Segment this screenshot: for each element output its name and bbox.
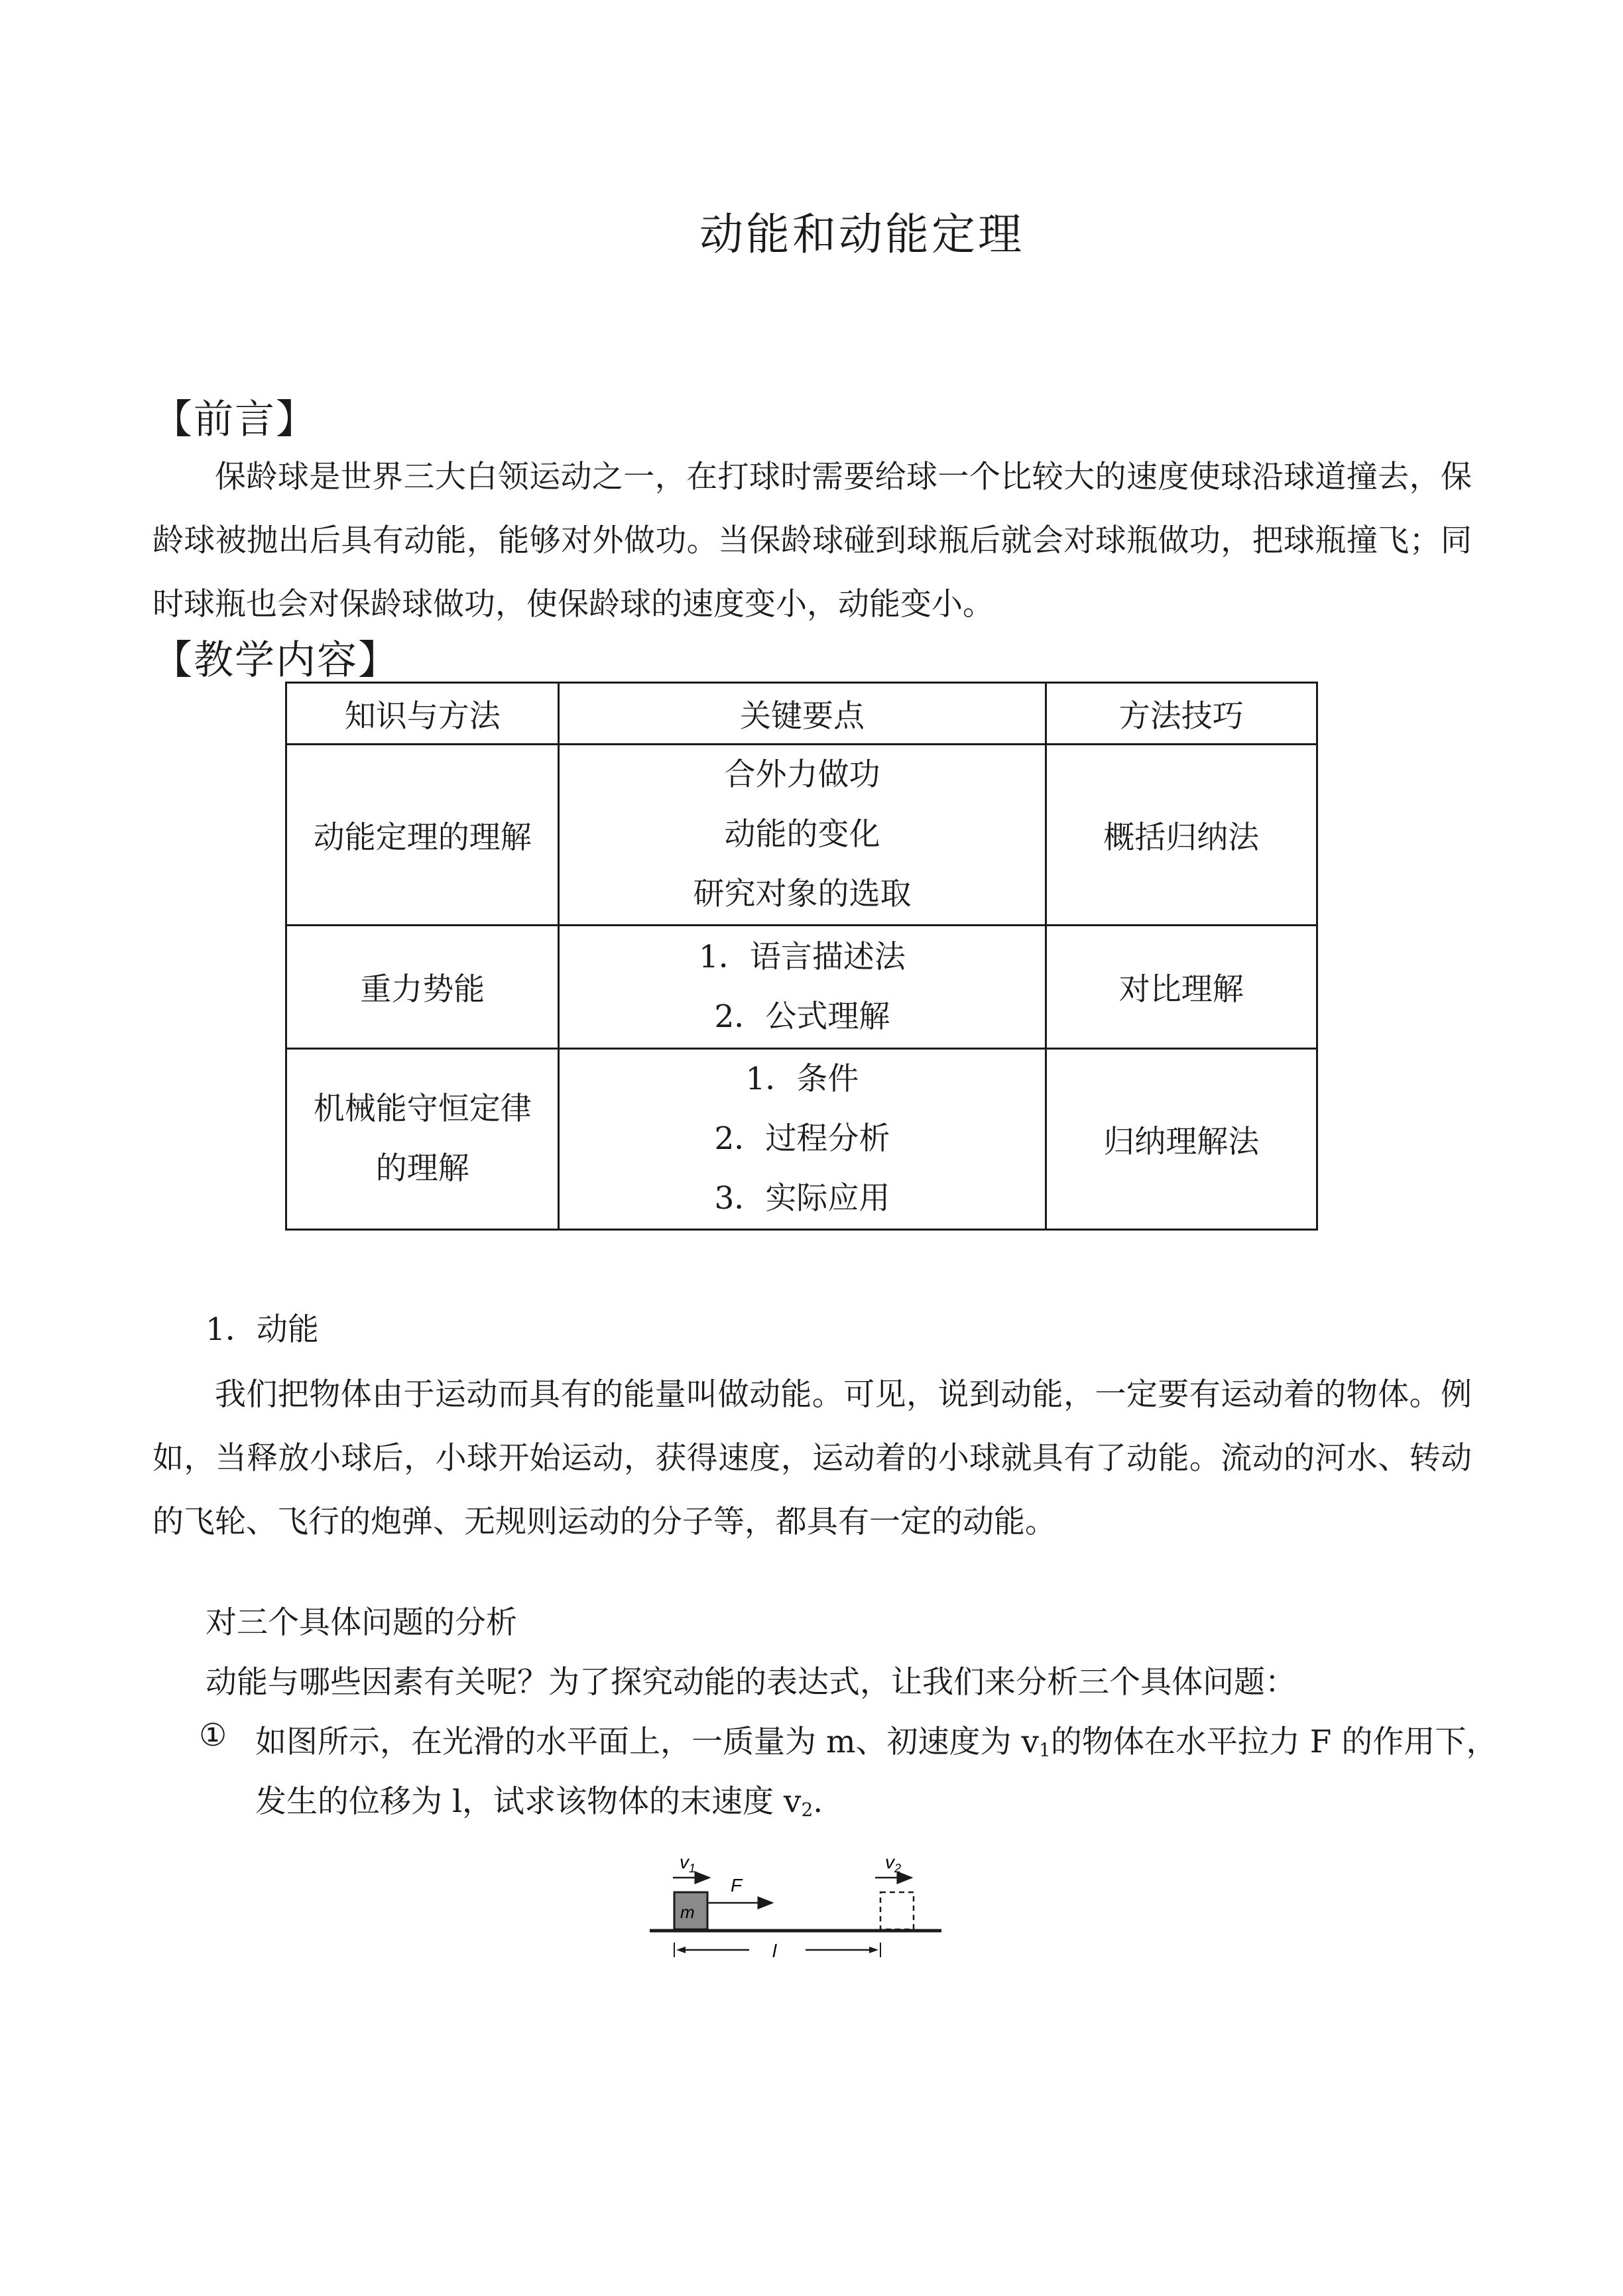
v1-label: $v_1$ xyxy=(680,1852,696,1875)
block-motion-diagram xyxy=(636,1837,955,1989)
table-cell-points xyxy=(559,745,1046,926)
table-row xyxy=(286,926,1317,1049)
force-label: F xyxy=(731,1875,743,1896)
distance-label: l xyxy=(772,1941,777,1961)
problem-text: 发生的位移为 l，试求该物体的末速度 v xyxy=(255,1783,802,1820)
table-cell-topic xyxy=(286,1049,559,1230)
table-cell-method: 概括归纳法 xyxy=(1046,745,1317,926)
problem-text: . xyxy=(813,1783,823,1820)
table-row xyxy=(286,745,1317,926)
table-cell-points xyxy=(559,1049,1046,1230)
problem-1-line-1 xyxy=(255,1717,1497,1762)
table-row xyxy=(286,1049,1317,1230)
problem-text: 的物体在水平拉力 F 的作用下， xyxy=(1050,1724,1498,1760)
question-intro: 动能与哪些因素有关呢？为了探究动能的表达式，让我们来分析三个具体问题： xyxy=(206,1664,1296,1701)
point-item: 动能的变化 xyxy=(724,816,880,853)
problem-marker: ① xyxy=(199,1717,227,1754)
kinetic-energy-paragraph: 我们把物体由于运动而具有的能量叫做动能。可见，说到动能，一定要有运动着的物体。例如，当释放小球后，小球开始运动，获得速度，运动着的小球就具有了动能。流动的河水、转动的飞轮、飞行的炮弹、无规则运动的分子等，都具有一定的动能。 xyxy=(152,1376,1472,1540)
teaching-content-table xyxy=(285,682,1318,1231)
v2-label: $v_2$ xyxy=(885,1852,902,1875)
table-header: 知识与方法 xyxy=(286,683,559,745)
point-item: 2．过程分析 xyxy=(714,1120,890,1157)
point-item: 2．公式理解 xyxy=(714,998,890,1035)
problem-1-line-2 xyxy=(255,1777,823,1821)
final-position-block xyxy=(880,1892,914,1929)
distance-arrowhead-left xyxy=(676,1947,686,1953)
mass-label: m xyxy=(680,1902,695,1922)
point-item: 3．实际应用 xyxy=(714,1180,890,1217)
problem-text: 如图所示，在光滑的水平面上，一质量为 m、初速度为 v xyxy=(255,1724,1039,1760)
table-cell-points xyxy=(559,926,1046,1049)
topic-line: 机械能守恒定律 xyxy=(313,1091,532,1127)
table-cell-topic: 重力势能 xyxy=(286,926,559,1049)
table-cell-method: 对比理解 xyxy=(1046,926,1317,1049)
teaching-heading: 【教学内容】 xyxy=(152,637,399,684)
table-header: 关键要点 xyxy=(559,683,1046,745)
table-cell-topic: 动能定理的理解 xyxy=(286,745,559,926)
point-item: 合外力做功 xyxy=(724,756,880,793)
analysis-title: 对三个具体问题的分析 xyxy=(206,1604,517,1641)
table-header: 方法技巧 xyxy=(1046,683,1317,745)
distance-arrowhead-right xyxy=(869,1947,878,1953)
section-heading-kinetic-energy: 1．动能 xyxy=(206,1311,319,1348)
subscript: 2 xyxy=(801,1799,813,1821)
point-item: 1．语言描述法 xyxy=(699,938,906,975)
table-header-row xyxy=(286,683,1317,745)
subscript: 1 xyxy=(1039,1739,1051,1761)
preface-paragraph: 保龄球是世界三大白领运动之一，在打球时需要给球一个比较大的速度使球沿球道撞去，保龄球被抛出后具有动能，能够对外做功。当保龄球碰到球瓶后就会对球瓶做功，把球瓶撞飞；同时球瓶也会对保龄球做功，使保龄球的速度变小，动能变小。 xyxy=(152,459,1472,623)
preface-heading: 【前言】 xyxy=(152,396,317,443)
topic-line: 的理解 xyxy=(375,1150,469,1187)
point-item: 研究对象的选取 xyxy=(693,876,912,912)
point-item: 1．条件 xyxy=(745,1061,859,1097)
page-title: 动能和动能定理 xyxy=(699,209,1024,260)
table-cell-method: 归纳理解法 xyxy=(1046,1049,1317,1230)
